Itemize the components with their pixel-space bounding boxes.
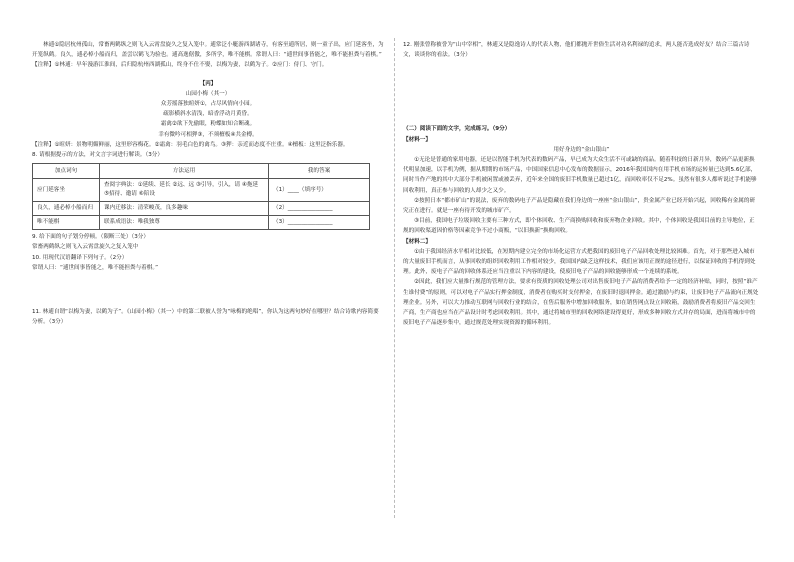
poem-note: 【注释】①暄妍：景物明媚鲜丽，这里形容梅花。②霜禽：羽毛白色的禽鸟。③狎：亲近而态度不庄重。④檀板：这里泛指乐器。	[32, 141, 349, 148]
table-header: 方法运用	[100, 164, 269, 179]
material-1-paragraph: ②按照日本“都市矿山”的说法，废弃的数码电子产品是隐藏在我们身边的一座座“金山银山”，贵金属产业已经开始兴起，回收稀有金属的研究正在进行。就是一座有待开发的城市矿产。	[403, 197, 756, 215]
table-cell: 查阅字典法：①延续、延长 ②远、远 ③引导，引入，请 ④拖延 ⑤招待、邀请 ⑥陪设	[100, 179, 269, 202]
table-header: 我的答案	[269, 164, 370, 179]
answer-input[interactable]: （2）________________	[269, 202, 370, 216]
question-10: 10. 用现代汉语翻译下列句子。（2分）	[32, 254, 128, 261]
table-row	[33, 202, 370, 216]
material-1-paragraph: ③目前，我国电子垃圾回收主要有三种方式，即个体回收、生产商换购回收和废弃物企业回收。其中，个体回收是我国目前的主导地位，正规的回收渠道因价格等因素竞争不过小商贩，“以旧换新”换购回收。	[403, 218, 755, 235]
passage-paragraph: 林逋①隐居杭州孤山，常畜两鹤纵之则飞入云霄盘旋久之复入笼中。逋常泛小艇游西湖诸寺，有客至逋所居，则一童子出，应门延客坐，为开笼纵鹤。良久，逋必棹小船而归，盖尝以鹤飞为验也。逋高逸倨傲，多所学，唯不能棋。常谓人曰：“逋世间事皆能之，唯不能担粪与着棋。”	[32, 42, 384, 59]
material-1-paragraph: ①无论是普通的家用电器，还是以智能手机为代表的数码产品，早已成为大众生活不可或缺的商品。随着科技的日新月异，数码产品更新换代明显加速，以手机为例，据从期期的市场产品，中国国家信息中心发布的数据显示，2016年我国国内在用手机市场的运转量已达到5.6亿部，同时当作产地的其中大部分手机被闲置或被丢弃，近年来全国的废旧手机数量已超过1亿，而回收率仅不足2%。虽然有很多人都听说过手机能够回收利用，真正参与回收的人却少之又少。	[403, 157, 757, 194]
material-2-paragraph: ②因此，我们应大量推行规范的管理方法，要求有资质的回收处理公司对出售废旧电子产品的消费者给予一定的经济补贴，同时，按照“谁产生谁付费”的原则，可以对电子产品实行押金制度，消费者在购买时支付押金，在废旧时退回押金。通过激励与约束，让废旧电子产品流向正规处理企业。另外，可以大力推动互联网与回收行业的结合，在售后服务中增加回收服务，如在销售网点设立回收箱，鼓励消费者将废旧产品交回生产商，生产商也应当在产品设计时考虑回收利用。其中，通过将城市里的回收网络建设得更好，形成多种回收方式并存的局面，进而将城市中的废旧电子产品逐步集中，通过规范处理实现资源的循环利用。	[403, 279, 759, 327]
poem-line: 幸有微吟可相狎③，不须檀板④共金樽。	[158, 131, 258, 138]
answer-input[interactable]: （3）________________	[269, 216, 370, 230]
question-8: 8. 请根据提示的方法，对文言字词进行解读。（3分）	[32, 152, 163, 159]
question-9: 9. 给下面的句子划分停顿。（限断三处）（3分）	[32, 234, 149, 241]
answer-space[interactable]	[403, 60, 760, 118]
poem-line: 霜禽②欲下先偷眼，粉蝶如知合断魂。	[160, 121, 256, 128]
material-2-label: 【材料二】	[403, 238, 431, 245]
poem-header: 【丙】	[199, 80, 217, 87]
section-title: （二）阅读下面的文字，完成练习。（9分）	[403, 126, 511, 133]
answer-space[interactable]	[32, 273, 384, 307]
table-cell: 良久，逋必棹小船而归	[33, 202, 100, 216]
table-cell: 联系成语法：唯我独尊	[100, 216, 269, 230]
table-row	[33, 216, 370, 230]
poem-title: 山园小梅（其一）	[185, 90, 231, 97]
answer-input[interactable]: （1）____（填序号）	[269, 179, 370, 202]
material-2-paragraph: ①由于我国经济水平相对比较低，在短期内建立完全的市场化运营方式把我国的废旧电子产品回收处理比较困难。首先，对于那些进入城市的大量废旧手机而言，从事回收的组织回收利用工作相对较少，我国国内缺乏这样技术，我们应该用正规的途径进行，以保证回收的手机得到处理。此外，废电子产品的回收体系还应当注重以下内容的建设，使废旧电子产品的回收能够形成一个连续的系统。	[403, 248, 756, 276]
material-1-label: 【材料一】	[403, 136, 431, 143]
right-column	[403, 40, 760, 328]
poem-line: 众芳摇落独暄妍①，占尽风情向小园。	[160, 101, 256, 108]
table-cell: 唯不能棋	[33, 216, 100, 230]
table-cell: 应门延客坐	[33, 179, 100, 202]
poem-line: 疏影横斜水清浅，暗香浮动月黄昏。	[163, 111, 253, 118]
table-cell: 课内迁移法：清荣峻茂，良多趣味	[100, 202, 269, 216]
passage-note: 【注释】①林逋：早年漫游江淮间，后归隐杭州西湖孤山，终身不仕不娶，以梅为妻，以鹤为子。②应门：侍门、守门。	[32, 62, 328, 69]
column-divider	[394, 38, 396, 518]
question-9-sentence: 常畜两鹤纵之则飞入云霄盘旋久之复入笼中	[32, 244, 139, 251]
poem	[32, 89, 384, 140]
left-column	[32, 40, 384, 327]
question-11: 11. 林逋自谓“以梅为妻，以鹤为子”。《山园小梅》（其一）中的第二联被人誉为“咏梅的绝唱”，你认为这两句妙好在哪里？结合诗歌内容简要分析。（3分）	[32, 309, 379, 326]
table-header: 加点词句	[33, 164, 100, 179]
article-title: 用好身边的“金山银山”	[553, 146, 610, 153]
question-10-sentence: 常谓人曰：“逋世间事皆能之，唯不能担粪与着棋。”	[32, 264, 159, 271]
question-12: 12. 刚张曾称被誉为“山中宰相”，林逋又是隐逸诗人的代表人物，他们都抛开世俗生活对功名利禄的追求，两人能否选成好友？结合三篇古诗文，谈谈你的看法。（3分）	[403, 42, 750, 59]
table-row	[33, 179, 370, 202]
answer-table	[32, 163, 370, 230]
